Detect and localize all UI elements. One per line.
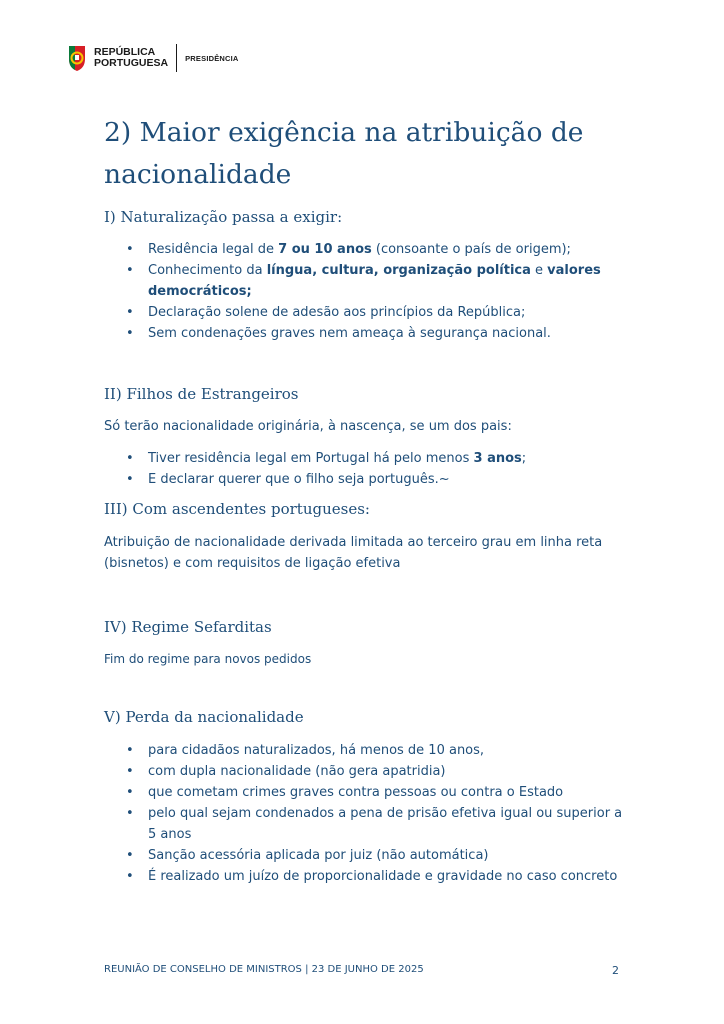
section-heading-filhos: II) Filhos de Estrangeiros bbox=[104, 385, 299, 403]
emphasis: 7 ou 10 anos bbox=[278, 242, 372, 257]
section-heading-naturalizacao bbox=[104, 208, 342, 226]
perda-list bbox=[148, 740, 628, 887]
org-line-2: PORTUGUESA bbox=[94, 57, 169, 69]
naturalizacao-list bbox=[148, 239, 628, 344]
filhos-list bbox=[148, 448, 628, 490]
text: (consoante o país de origem); bbox=[371, 242, 571, 257]
heading-suffix: passa a exigir: bbox=[232, 208, 343, 226]
list-item: • com dupla nacionalidade (não gera apatridia) bbox=[148, 761, 628, 782]
list-item: • E declarar querer que o filho seja português.~ bbox=[148, 469, 628, 490]
page-number: 2 bbox=[612, 964, 619, 977]
list-item: • Sem condenações graves nem ameaça à segurança nacional. bbox=[148, 323, 628, 344]
list-item bbox=[148, 260, 628, 302]
text: Residência legal de bbox=[148, 242, 279, 257]
list-item: • que cometam crimes graves contra pessoas ou contra o Estado bbox=[148, 782, 628, 803]
page-title: 2) Maior exigência na atribuição de nacionalidade bbox=[104, 117, 584, 190]
emphasis: língua, cultura, organização política bbox=[266, 263, 531, 278]
page-header bbox=[66, 42, 239, 74]
portuguese-shield-icon bbox=[66, 44, 88, 72]
header-divider bbox=[176, 44, 177, 72]
text: ; bbox=[521, 451, 527, 466]
footer-text: REUNIÃO DE CONSELHO DE MINISTROS | 23 DE JUNHO DE 2025 bbox=[104, 964, 424, 975]
ascendentes-text: Atribuição de nacionalidade derivada limitada ao terceiro grau em linha reta (bisnetos) e com requisitos de ligação efetiva bbox=[104, 535, 603, 571]
unit-label: PRESIDÊNCIA bbox=[185, 53, 239, 63]
org-line-1: REPÚBLICA bbox=[94, 46, 156, 58]
heading-main: I) Naturalização bbox=[104, 208, 228, 226]
filhos-intro: Só terão nacionalidade originária, à nascença, se um dos pais: bbox=[104, 419, 512, 434]
list-item: • Declaração solene de adesão aos princípios da República; bbox=[148, 302, 628, 323]
list-item bbox=[148, 448, 628, 469]
list-item bbox=[148, 239, 628, 260]
list-item: • É realizado um juízo de proporcionalidade e gravidade no caso concreto bbox=[148, 866, 628, 887]
list-item: • pelo qual sejam condenados a pena de prisão efetiva igual ou superior a 5 anos bbox=[148, 803, 628, 845]
emphasis: valores democráticos; bbox=[148, 263, 601, 299]
list-item: • para cidadãos naturalizados, há menos de 10 anos, bbox=[148, 740, 628, 761]
text: Tiver residência legal em Portugal há pelo menos bbox=[148, 451, 474, 466]
text: e bbox=[530, 263, 548, 278]
text: Conhecimento da bbox=[148, 263, 267, 278]
section-heading-ascendentes: III) Com ascendentes portugueses: bbox=[104, 500, 370, 518]
section-heading-perda: V) Perda da nacionalidade bbox=[104, 708, 304, 726]
sefarditas-text: Fim do regime para novos pedidos bbox=[104, 652, 312, 666]
emphasis: 3 anos bbox=[473, 451, 522, 466]
section-heading-sefarditas: IV) Regime Sefarditas bbox=[104, 618, 272, 636]
list-item: • Sanção acessória aplicada por juiz (não automática) bbox=[148, 845, 628, 866]
org-name bbox=[94, 47, 168, 69]
